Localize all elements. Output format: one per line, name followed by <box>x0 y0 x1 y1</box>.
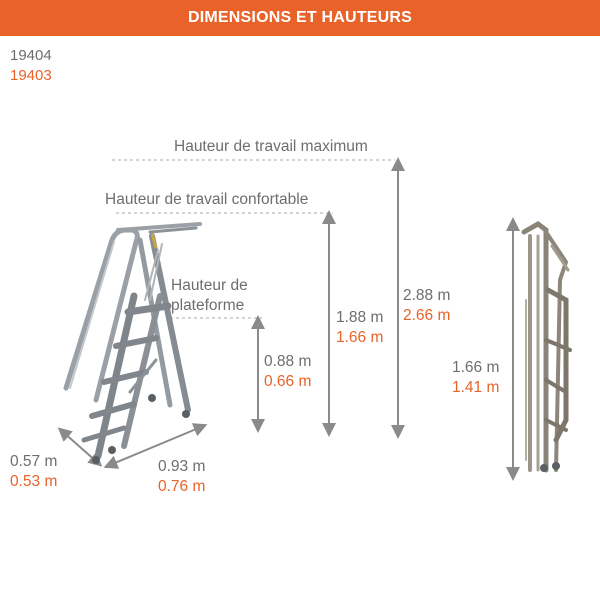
comfort-height-primary: 1.88 m <box>336 309 384 326</box>
page-title: DIMENSIONS ET HAUTEURS <box>188 9 412 26</box>
wheel-icon <box>148 394 156 402</box>
wheel-icon <box>182 410 190 418</box>
wheel-icon <box>552 462 560 470</box>
platform-height-value <box>264 352 311 392</box>
depth-value <box>10 452 57 492</box>
wheel-icon <box>108 446 116 454</box>
reference-secondary: 19403 <box>10 67 52 84</box>
ladder-open-illustration <box>66 224 200 456</box>
comfort-work-height-label: Hauteur de travail confortable <box>105 191 309 208</box>
platform-height-primary: 0.88 m <box>264 353 312 370</box>
max-work-height-label: Hauteur de travail maximum <box>174 138 368 155</box>
max-height-primary: 2.88 m <box>403 287 451 304</box>
depth-secondary: 0.53 m <box>10 473 58 490</box>
platform-height-label-line2: plateforme <box>171 297 245 314</box>
length-value <box>158 457 205 497</box>
wheel-icon <box>540 464 548 472</box>
wheel-icon <box>92 456 100 464</box>
max-height-secondary: 2.66 m <box>403 307 451 324</box>
folded-height-primary: 1.66 m <box>452 359 500 376</box>
depth-primary: 0.57 m <box>10 453 58 470</box>
length-secondary: 0.76 m <box>158 478 206 495</box>
folded-height-value <box>452 358 499 398</box>
max-height-value <box>403 286 450 326</box>
comfort-height-secondary: 1.66 m <box>336 329 384 346</box>
length-primary: 0.93 m <box>158 458 206 475</box>
platform-height-secondary: 0.66 m <box>264 373 312 390</box>
folded-height-secondary: 1.41 m <box>452 379 500 396</box>
reference-primary: 19404 <box>10 47 52 64</box>
platform-height-label-line1: Hauteur de <box>171 277 248 294</box>
ladder-folded-illustration <box>524 224 570 470</box>
comfort-height-value <box>336 308 383 348</box>
